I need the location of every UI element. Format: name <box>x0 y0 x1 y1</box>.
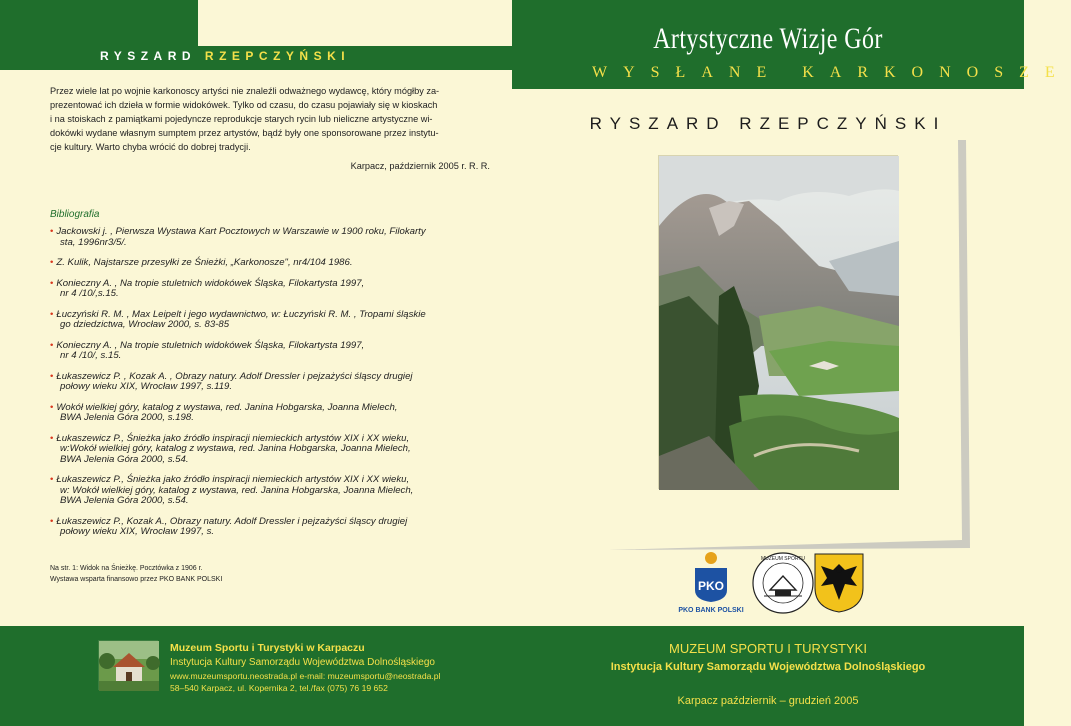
bullet-icon: • <box>50 515 54 527</box>
bullet-icon: • <box>50 370 54 382</box>
footer-institution: Instytucja Kultury Samorządu Województwa Dolnośląskiego <box>170 657 435 668</box>
bank-logo-label: PKO BANK POLSKI <box>678 607 744 614</box>
bibliography-item <box>50 434 475 466</box>
footnote-line: Wystawa wsparta finansowo przez PKO BANK POLSKI <box>50 576 223 583</box>
bibliography-list <box>50 227 475 548</box>
bibliography-line: Konieczny A. , Na tropie stuletnich widokówek Śląska, Filokartysta 1997, <box>56 277 365 289</box>
bibliography-item <box>50 279 475 300</box>
bibliography-line: nr 4 /10/,s.15. <box>60 288 119 299</box>
signature: Karpacz, październik 2005 r. R. R. <box>350 161 490 171</box>
bibliography-item <box>50 227 475 248</box>
bibliography-line: Konieczny A. , Na tropie stuletnich widokówek Śląska, Filokartysta 1997, <box>56 339 365 351</box>
bullet-icon: • <box>50 401 54 413</box>
bibliography-line: BWA Jelenia Góra 2000, s.198. <box>60 412 194 423</box>
footer-address: 58–540 Karpacz, ul. Kopernika 2, tel./fax (075) 76 19 652 <box>170 683 388 693</box>
bullet-icon: • <box>50 474 54 485</box>
coat-of-arms-icon <box>813 552 865 614</box>
intro-line: i na stoiskach z pamiątkami pojedyncze reprodukcje starych rycin lub nieliczne artystyczne wi- <box>50 114 433 124</box>
bibliography-line: go dziedzictwa, Wrocław 2000, s. 83-85 <box>60 319 230 330</box>
bibliography-title: Bibliografia <box>50 209 100 220</box>
bibliography-line: BWA Jelenia Góra 2000, s.54. <box>60 495 189 506</box>
bibliography-line: Łukaszewicz P., Kozak A., Obrazy natury. Adolf Dressler i pejzażyści śląscy drugiej <box>56 515 408 527</box>
bibliography-line: BWA Jelenia Góra 2000, s.54. <box>60 453 189 465</box>
bibliography-line: w:Wokół wielkiej góry, katalog z wystawa, red. Janina Hobgarska, Joanna Mielech, <box>60 443 411 454</box>
intro-line: dokówki wydane własnym sumptem przez artystów, bądź były one sponsorowane przez instytu- <box>50 128 439 138</box>
museum-building-photo <box>98 640 158 690</box>
bibliography-line: połowy wieku XIX, Wrocław 1997, s. <box>60 526 215 537</box>
footer-right-institution: Instytucja Kultury Samorządu Województwa Dolnośląskiego <box>610 661 926 673</box>
bibliography-line: Wokół wielkiej góry, katalog z wystawa, red. Janina Hobgarska, Joanna Mielech, <box>56 401 398 413</box>
bullet-icon: • <box>50 277 54 289</box>
footer-museum-name: Muzeum Sportu i Turystyki w Karpaczu <box>170 642 365 654</box>
series-title: Artystyczne Wizje Gór <box>653 22 883 55</box>
bibliography-line: połowy wieku XIX, Wrocław 1997, s.119. <box>60 381 233 392</box>
footnote-line: Na str. 1: Widok na Śnieżkę. Pocztówka z 1906 r. <box>50 565 203 572</box>
bullet-icon: • <box>50 308 54 320</box>
intro-line: Przez wiele lat po wojnie karkonoscy artyści nie znaleźli odważnego wydawcę, który mógłby za- <box>50 86 440 96</box>
bibliography-line: nr 4 /10/, s.15. <box>60 350 122 361</box>
footer-right-date: Karpacz październik – grudzień 2005 <box>677 695 859 707</box>
bibliography-item <box>50 341 475 362</box>
bibliography-line: sta, 1996nr3/5/. <box>60 236 127 248</box>
bibliography-item <box>50 310 475 331</box>
bibliography-line: Łukaszewicz P. , Kozak A. , Obrazy natury. Adolf Dressler i pejzażyści śląscy drugiej <box>56 370 413 382</box>
series-subtitle: WYSŁANE KARKONOSZE <box>592 64 1071 81</box>
pko-bank-logo-icon <box>678 550 744 616</box>
intro-line: prezentować ich dzieła w formie widokówek. Tylko od czasu, do czasu pojawiały się w kioskach <box>50 100 438 110</box>
author-last-name: RZEPCZYŃSKI <box>204 49 351 63</box>
bullet-icon: • <box>50 257 54 268</box>
sponsor-logos <box>675 548 875 618</box>
right-author-name: RYSZARD RZEPCZYŃSKI <box>589 114 947 133</box>
bibliography-item <box>50 258 475 269</box>
intro-line: cje kultury. Warto chyba wrócić do dobrej tradycji. <box>50 142 251 152</box>
bibliography-line: Łuczyński R. M. , Max Leipelt i jego wydawnictwo, w: Łuczyński R. M. , Tropami śląskie <box>56 308 426 320</box>
bullet-icon: • <box>50 432 54 444</box>
svg-text:PKO: PKO <box>697 579 725 593</box>
author-first-name: RYSZARD <box>100 49 197 63</box>
bullet-icon: • <box>50 226 54 237</box>
bullet-icon: • <box>50 339 54 351</box>
museum-logo-icon <box>750 550 816 616</box>
footer-right-museum-name: MUZEUM SPORTU I TURYSTYKI <box>669 641 867 656</box>
bibliography-line: Łukaszewicz P., Śnieżka jako źródło inspiracji niemieckich artystów XIX i XX wieku, <box>56 474 410 485</box>
footnote <box>50 563 310 585</box>
footer-contact-web: www.muzeumsportu.neostrada.pl e-mail: muzeumsportu@neostrada.pl <box>170 671 441 681</box>
svg-text:MUZEUM SPORTU: MUZEUM SPORTU <box>760 556 806 562</box>
left-author-heading <box>100 49 350 63</box>
bibliography-item <box>50 372 475 393</box>
bibliography-item <box>50 475 475 507</box>
bibliography-item <box>50 403 475 424</box>
bibliography-line: Łukaszewicz P., Śnieżka jako źródło inspiracji niemieckich artystów XIX i XX wieku, <box>56 432 410 444</box>
bibliography-line: w: Wokół wielkiej góry, katalog z wystawa, red. Janina Hobgarska, Joanna Mielech, <box>60 484 414 496</box>
bibliography-item <box>50 517 475 538</box>
bibliography-line: Jackowski j. , Pierwsza Wystawa Kart Pocztowych w Warszawie w 1900 roku, Filokarty <box>56 226 426 237</box>
bibliography-line: Z. Kulik, Najstarsze przesyłki ze Śnieżki, „Karkonosze", nr4/104 1986. <box>56 257 353 268</box>
intro-paragraph <box>50 84 468 154</box>
mountain-painting <box>658 155 898 489</box>
